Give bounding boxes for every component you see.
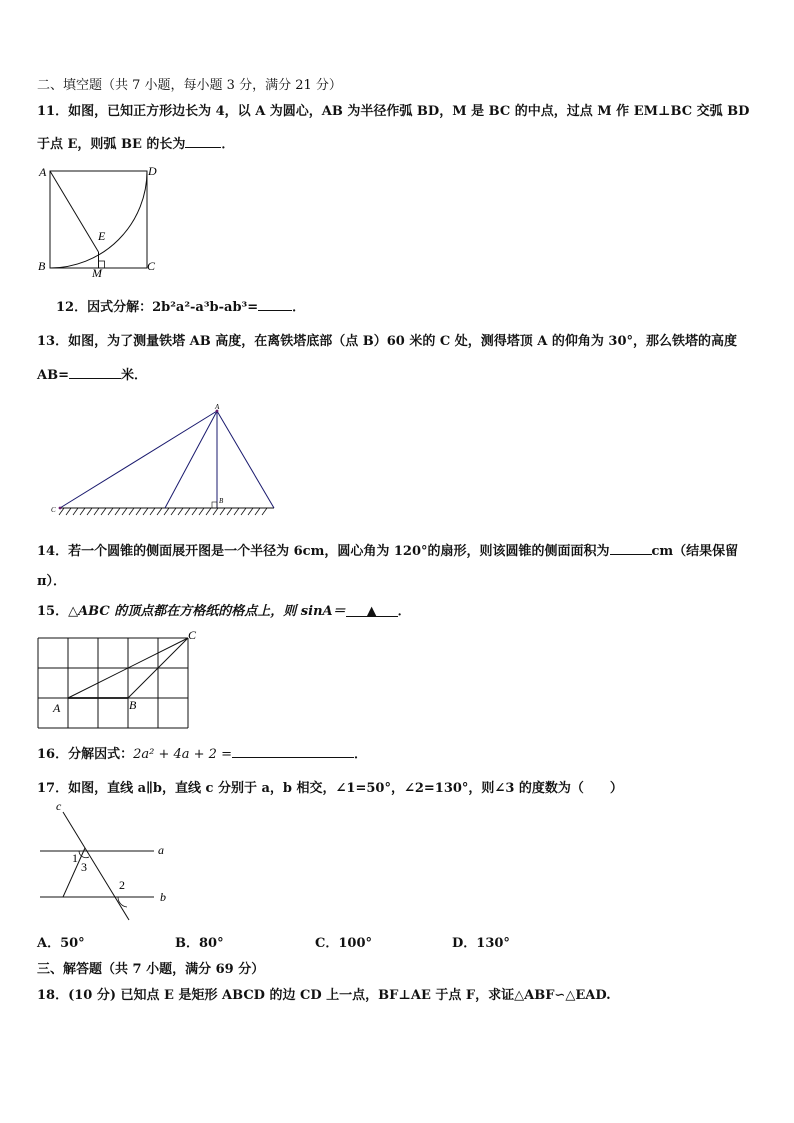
ground-hatch: [192, 508, 197, 515]
question-17: 17．如图，直线 a∥b，直线 c 分别于 a，b 相交，∠1=50°，∠2=130°，则∠3 的度数为（ ）: [37, 781, 623, 796]
ground-hatch: [150, 508, 155, 515]
ground-hatch: [241, 508, 246, 515]
question-14-text: 14．若一个圆锥的侧面展开图是一个半径为 6cm，圆心角为 120°的扇形，则该圆锥的侧面面积为: [37, 544, 610, 559]
option-b[interactable]: B．80°: [175, 936, 224, 951]
answer-blank[interactable]: [346, 604, 398, 617]
question-13-line1: 13．如图，为了测量铁塔 AB 高度，在离铁塔底部（点 B）60 米的 C 处，测得塔顶 A 的仰角为 30°，那么铁塔的高度: [37, 334, 738, 349]
ground-hatch: [199, 508, 204, 515]
grid-triangle-figure: [36, 627, 206, 731]
ground-hatch: [248, 508, 253, 515]
question-15-suffix: ．: [397, 604, 411, 619]
angle-1-label: 1: [72, 851, 78, 865]
label-M: M: [92, 266, 102, 277]
label-b: b: [160, 890, 166, 904]
question-12-suffix: ．: [292, 300, 306, 315]
ground-hatch: [178, 508, 183, 515]
question-16: [37, 745, 367, 763]
ground-hatch: [136, 508, 141, 515]
answer-blank[interactable]: [69, 366, 121, 379]
ground-hatch: [262, 508, 267, 515]
answer-blank[interactable]: [232, 745, 354, 758]
label-C: C: [51, 506, 56, 514]
ground-hatch: [206, 508, 211, 515]
ground-hatch: [87, 508, 92, 515]
answer-blank[interactable]: [258, 298, 292, 311]
answer-blank[interactable]: [610, 542, 652, 555]
section-heading: 三、解答题（共 7 小题，满分 69 分）: [37, 962, 265, 977]
label-E: E: [98, 229, 106, 243]
ground-hatch: [164, 508, 169, 515]
option-c[interactable]: C．100°: [315, 936, 372, 951]
ground-hatch: [213, 508, 218, 515]
question-14-line2: π）．: [37, 574, 67, 589]
question-15-text: △ABC 的顶点都在方格纸的格点上，则 sinA＝: [68, 604, 346, 619]
question-11-text: 于点 E，则弧 BE 的长为: [37, 137, 186, 152]
label-A: A: [53, 701, 61, 715]
question-12-expression: 2b²a²-a³b-ab³=: [152, 300, 259, 315]
ground-hatch: [234, 508, 239, 515]
ground-hatch: [108, 508, 113, 515]
question-12: [56, 298, 305, 316]
ground-hatch: [101, 508, 106, 515]
label-A: A: [215, 403, 220, 411]
section-heading: 二、填空题（共 7 小题，每小题 3 分，满分 21 分）: [37, 78, 342, 93]
ground-hatch: [94, 508, 99, 515]
question-14-text-end: cm（结果保留: [651, 544, 739, 559]
ground-hatch: [220, 508, 225, 515]
label-C: C: [188, 628, 197, 642]
question-14-line1: [37, 542, 738, 560]
label-B: B: [38, 259, 46, 273]
question-18: 18．(10 分) 已知点 E 是矩形 ABCD 的边 CD 上一点，BF⊥AE 于点 F，求证△ABF∽△EAD.: [37, 988, 611, 1003]
ground-hatch: [227, 508, 232, 515]
question-13-line2: [37, 366, 147, 384]
label-C: C: [147, 259, 156, 273]
ground-hatch: [255, 508, 260, 515]
label-B: B: [129, 698, 137, 712]
question-11-line1: 11．如图，已知正方形边长为 4，以 A 为圆心，AB 为半径作弧 BD，M 是 BC 的中点，过点 M 作 EM⊥BC 交弧 BD: [37, 104, 750, 119]
question-13-text: AB=: [37, 368, 69, 383]
label-B: B: [219, 497, 224, 505]
ground-hatch: [129, 508, 134, 515]
question-16-expression: 2a² + 4a + 2 =: [133, 747, 232, 762]
option-d[interactable]: D．130°: [452, 936, 510, 951]
ground-hatch: [122, 508, 127, 515]
question-13-suffix: 米．: [120, 368, 147, 383]
question-11-suffix: ．: [221, 137, 235, 152]
question-11-line2: [37, 135, 234, 153]
option-a[interactable]: A．50°: [37, 936, 85, 951]
question-15-number: 15．: [37, 604, 69, 619]
label-D: D: [148, 164, 157, 178]
question-16-suffix: ．: [353, 747, 367, 762]
label-c: c: [56, 800, 62, 813]
angle-3-label: 3: [81, 860, 87, 874]
ground-hatch: [73, 508, 78, 515]
ground-hatch: [66, 508, 71, 515]
tower-figure: [48, 400, 280, 520]
ground-hatch: [185, 508, 190, 515]
question-16-text: 16．分解因式：: [37, 747, 134, 762]
ground-hatch: [157, 508, 162, 515]
parallel-lines-figure: [36, 800, 176, 925]
label-a: a: [158, 843, 164, 857]
ground-hatch: [115, 508, 120, 515]
question-15: [37, 604, 411, 620]
ground-hatch: [80, 508, 85, 515]
ground-hatch: [143, 508, 148, 515]
angle-2-label: 2: [119, 878, 125, 892]
square-arc-figure: [36, 162, 166, 277]
ground-hatch: [171, 508, 176, 515]
answer-blank[interactable]: [185, 135, 221, 148]
label-A: A: [39, 165, 47, 179]
question-12-text: 12．因式分解：: [56, 300, 153, 315]
answer-mark: ▲: [366, 604, 377, 619]
